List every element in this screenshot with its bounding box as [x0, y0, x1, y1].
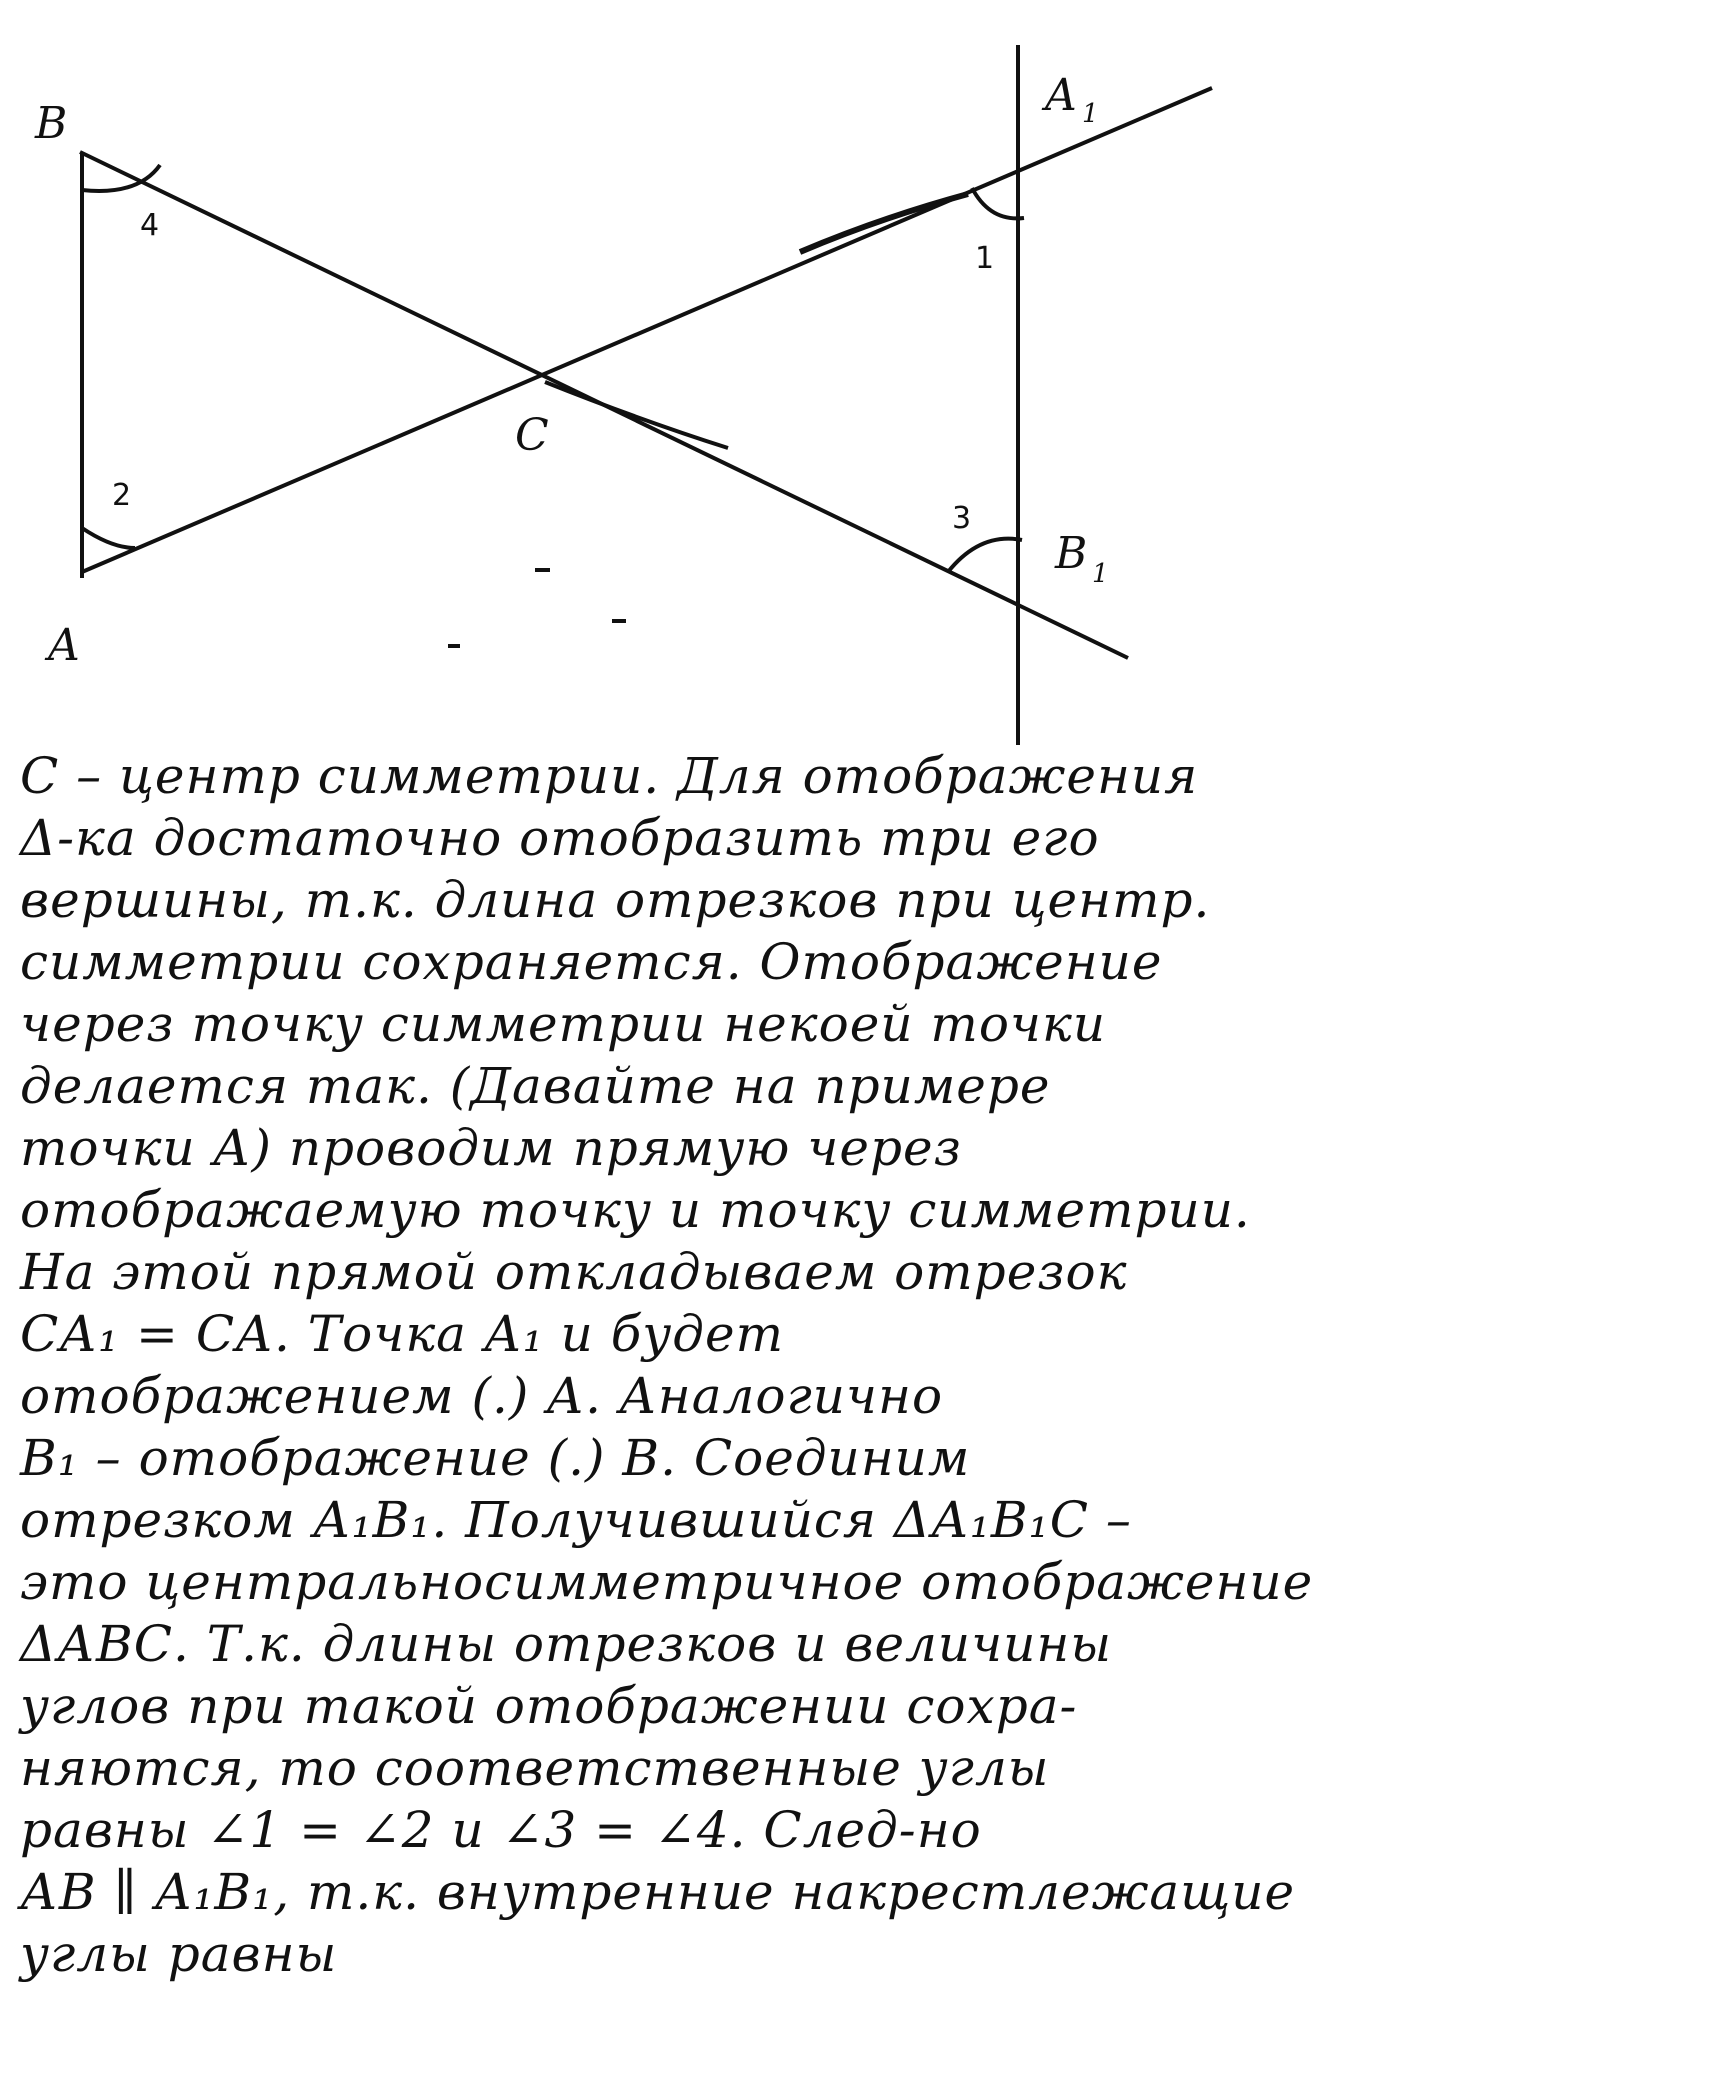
point-label-a1-subscript: 1 — [1082, 99, 1099, 129]
text-line: равны ∠1 = ∠2 и ∠3 = ∠4. След-но — [20, 1801, 982, 1859]
text-line: В₁ – отображение (.) В. Соединим — [20, 1429, 971, 1487]
text-line: углы равны — [20, 1925, 338, 1983]
point-label-b1-subscript: 1 — [1092, 559, 1109, 589]
text-line: через точку симметрии некоей точки — [20, 995, 1107, 1053]
angle-label-2: 2 — [112, 478, 132, 513]
line-a-c-a1 — [82, 88, 1212, 572]
text-line: АВ ∥ А₁В₁, т.к. внутренние накрестлежащие — [20, 1863, 1296, 1921]
point-label-c: C — [515, 410, 549, 461]
text-line: Δ-ка достаточно отобразить три его — [20, 809, 1100, 867]
emphasis-stroke-c — [545, 382, 728, 448]
point-label-b1: B — [1055, 528, 1088, 579]
point-label-a1: A — [1045, 70, 1077, 121]
text-line: делается так. (Давайте на примере — [20, 1057, 1051, 1115]
text-line: На этой прямой откладываем отрезок — [20, 1243, 1128, 1301]
text-line: отображением (.) А. Аналогично — [20, 1367, 944, 1425]
text-line: СА₁ = СА. Точка А₁ и будет — [20, 1305, 784, 1363]
text-line: отрезком А₁В₁. Получившийся ΔА₁В₁С – — [20, 1491, 1132, 1549]
text-line: это центральносимметричное отображение — [20, 1553, 1314, 1611]
text-line: няются, то соответственные углы — [20, 1739, 1050, 1797]
angle-label-1: 1 — [975, 241, 995, 276]
angle-arc-3 — [948, 539, 1022, 572]
text-line: ΔАВС. Т.к. длины отрезков и величины — [20, 1615, 1113, 1673]
angle-label-3: 3 — [952, 501, 972, 536]
text-line: углов при такой отображении сохра- — [20, 1677, 1078, 1735]
text-line: С – центр симметрии. Для отображения — [20, 747, 1199, 805]
text-line: точки А) проводим прямую через — [20, 1119, 962, 1177]
text-line: вершины, т.к. длина отрезков при центр. — [20, 871, 1211, 929]
geometry-figure — [0, 0, 1717, 745]
point-label-b: B — [35, 98, 68, 149]
angle-label-4: 4 — [140, 208, 160, 243]
angle-arc-2 — [82, 528, 135, 548]
text-line: отображаемую точку и точку симметрии. — [20, 1181, 1251, 1239]
emphasis-stroke-a1 — [800, 194, 968, 252]
point-label-a: A — [48, 620, 80, 671]
text-line: симметрии сохраняется. Отображение — [20, 933, 1163, 991]
solution-text — [20, 745, 1680, 1985]
